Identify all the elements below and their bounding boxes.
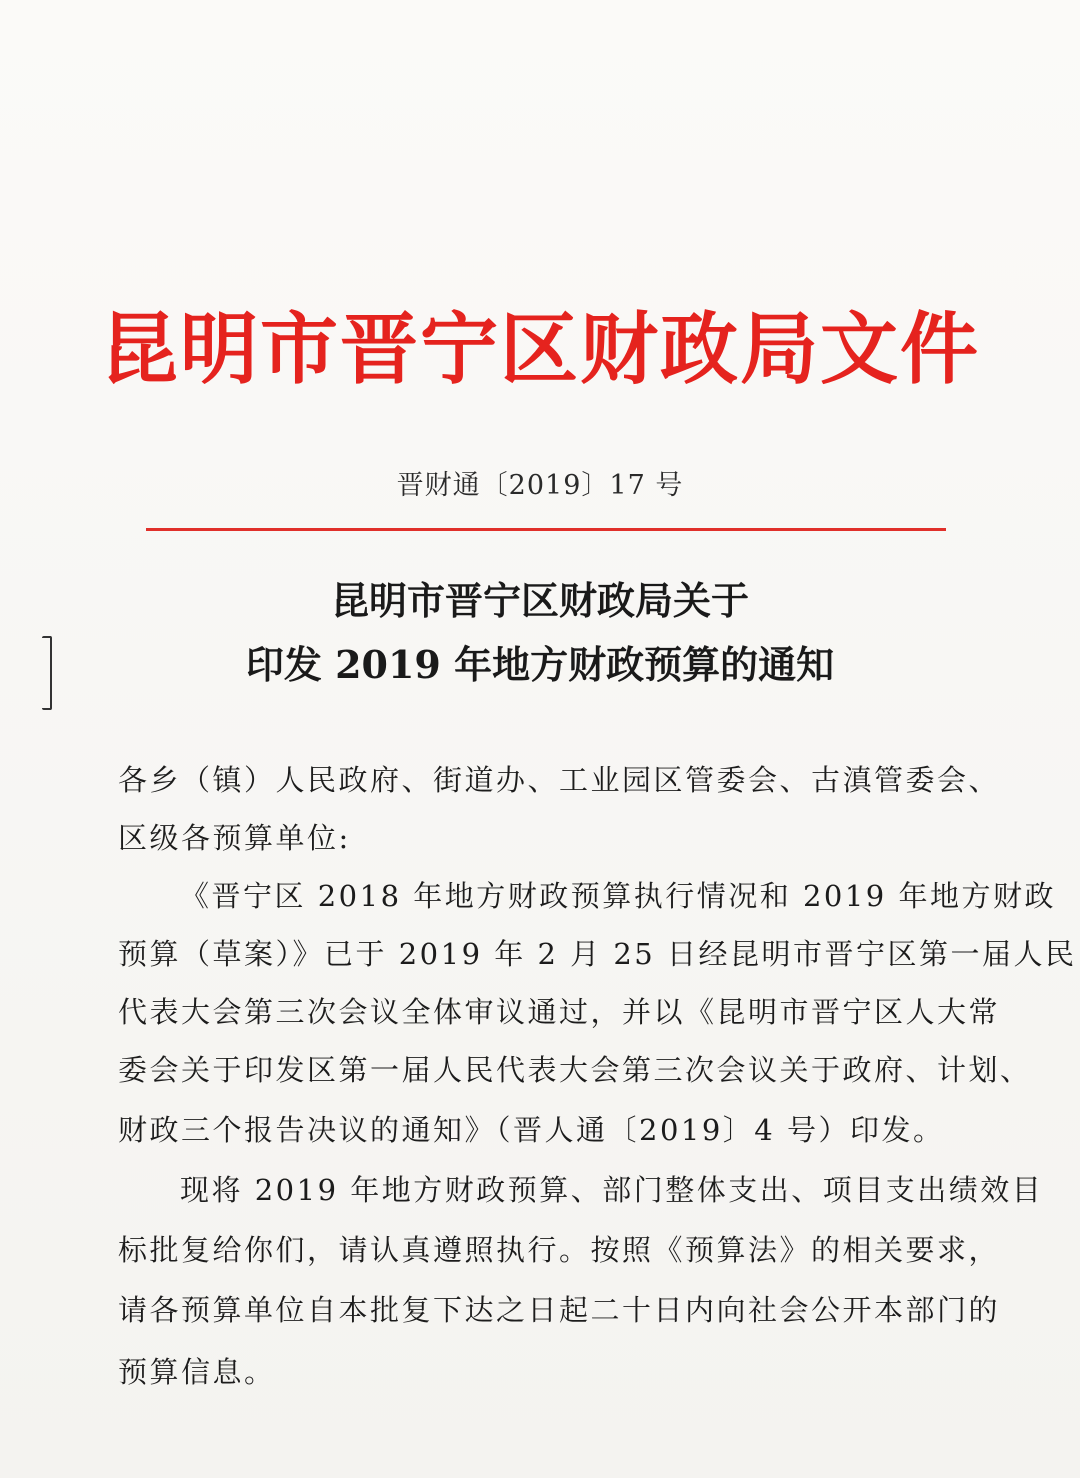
body-paragraph-2-line-1: 现将 2019 年地方财政预算、部门整体支出、项目支出绩效目 xyxy=(180,1173,1044,1207)
notice-title-line-1: 昆明市晋宁区财政局关于 xyxy=(330,578,749,623)
document-number: 晋财通〔2019〕17 号 xyxy=(396,470,684,501)
body-line-addressees-cont: 区级各预算单位: xyxy=(118,821,351,855)
body-paragraph-1-line-4: 委会关于印发区第一届人民代表大会第三次会议关于政府、计划、 xyxy=(118,1053,1032,1087)
body-paragraph-2-line-3: 请各预算单位自本批复下达之日起二十日内向社会公开本部门的 xyxy=(118,1293,1001,1327)
body-paragraph-1-line-3: 代表大会第三次会议全体审议通过，并以《昆明市晋宁区人大常 xyxy=(118,995,1001,1029)
body-paragraph-1-line-2: 预算（草案）》已于 2019 年 2 月 25 日经昆明市晋宁区第一届人民 xyxy=(118,937,1077,971)
body-line-addressees: 各乡（镇）人民政府、街道办、工业园区管委会、古滇管委会、 xyxy=(118,763,1001,797)
red-separator-line xyxy=(146,528,946,531)
body-paragraph-2-line-2: 标批复给你们，请认真遵照执行。按照《预算法》的相关要求， xyxy=(118,1233,1001,1267)
body-paragraph-2-line-4: 预算信息。 xyxy=(118,1355,276,1389)
agency-red-header: 昆明市晋宁区财政局文件 xyxy=(99,304,980,395)
body-paragraph-1-line-1: 《晋宁区 2018 年地方财政预算执行情况和 2019 年地方财政 xyxy=(180,879,1056,913)
notice-title-line-2: 印发 2019 年地方财政预算的通知 xyxy=(245,642,835,687)
body-paragraph-1-line-5: 财政三个报告决议的通知》（晋人通〔2019〕4 号）印发。 xyxy=(118,1113,945,1147)
binding-margin-mark xyxy=(42,636,52,710)
